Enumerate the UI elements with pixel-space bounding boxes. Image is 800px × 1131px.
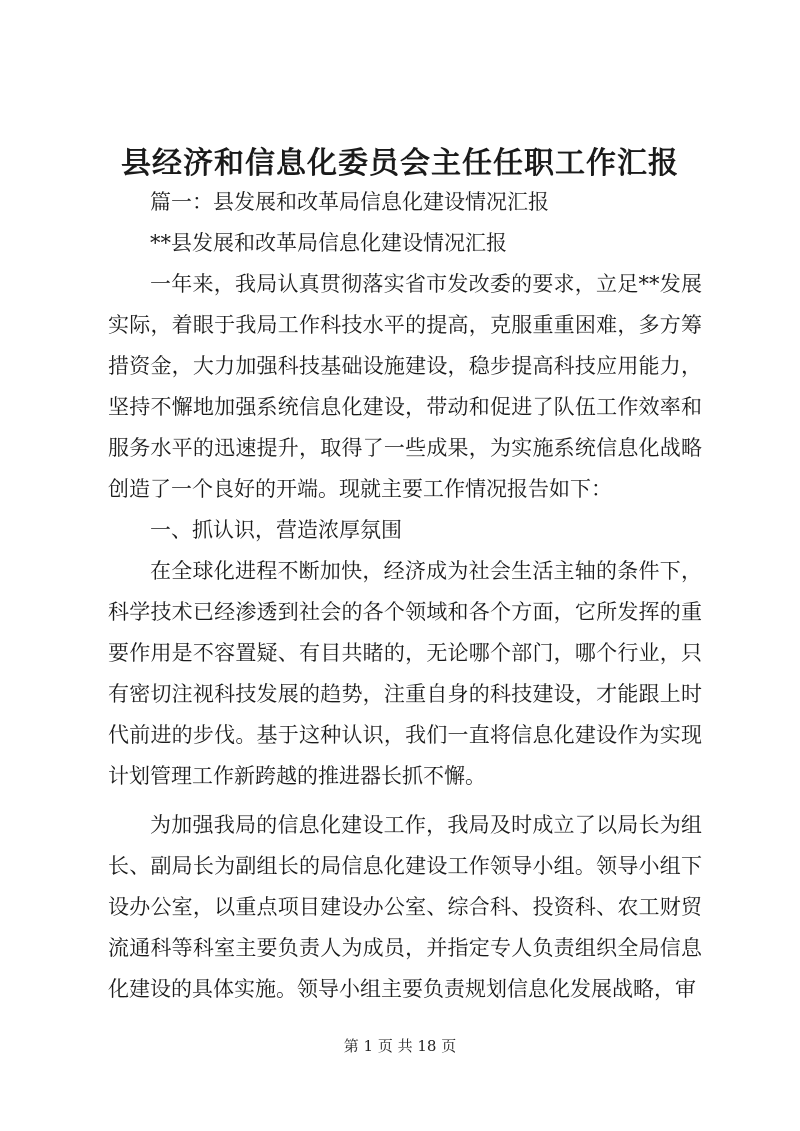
document-title: 县经济和信息化委员会主任任职工作汇报 [121,146,679,181]
body-paragraph: 在全球化进程不断加快，经济成为社会生活主轴的条件下，科学技术已经渗透到社会的各个领域和各个方面，它所发挥的重要作用是不容置疑、有目共睹的，无论哪个部门，哪个行业，只有密切注视科技发展的趋势，注重自身的科技建设，才能跟上时代前进的步伐。基于这种认识，我们一直将信息化建设作为实现计划管理工作新跨越的推进器长抓不懈。 [108,559,702,788]
page-number-footer: 第 1 页 共 18 页 [343,1037,457,1055]
body-paragraph: 为加强我局的信息化建设工作，我局及时成立了以局长为组长、副局长为副组长的局信息化建设工作领导小组。领导小组下设办公室，以重点项目建设办公室、综合科、投资科、农工财贸流通科等科室主要负责人为成员，并指定专人负责组织全局信息化建设的具体实施。领导小组主要负责规划信息化发展战略，审 [108,813,702,1001]
section-heading: 一、抓认识，营造浓厚氛围 [150,518,402,542]
report-subtitle: **县发展和改革局信息化建设情况汇报 [150,231,507,255]
section-heading: 篇一：县发展和改革局信息化建设情况汇报 [150,190,549,214]
document-body [108,182,702,1010]
body-paragraph: 一年来，我局认真贯彻落实省市发改委的要求，立足**发展实际，着眼于我局工作科技水平的提高，克服重重困难，多方筹措资金，大力加强科技基础设施建设，稳步提高科技应用能力，坚持不懈地加强系统信息化建设，带动和促进了队伍工作效率和服务水平的迅速提升，取得了一些成果，为实施系统信息化战略创造了一个良好的开端。现就主要工作情况报告如下： [108,272,702,501]
